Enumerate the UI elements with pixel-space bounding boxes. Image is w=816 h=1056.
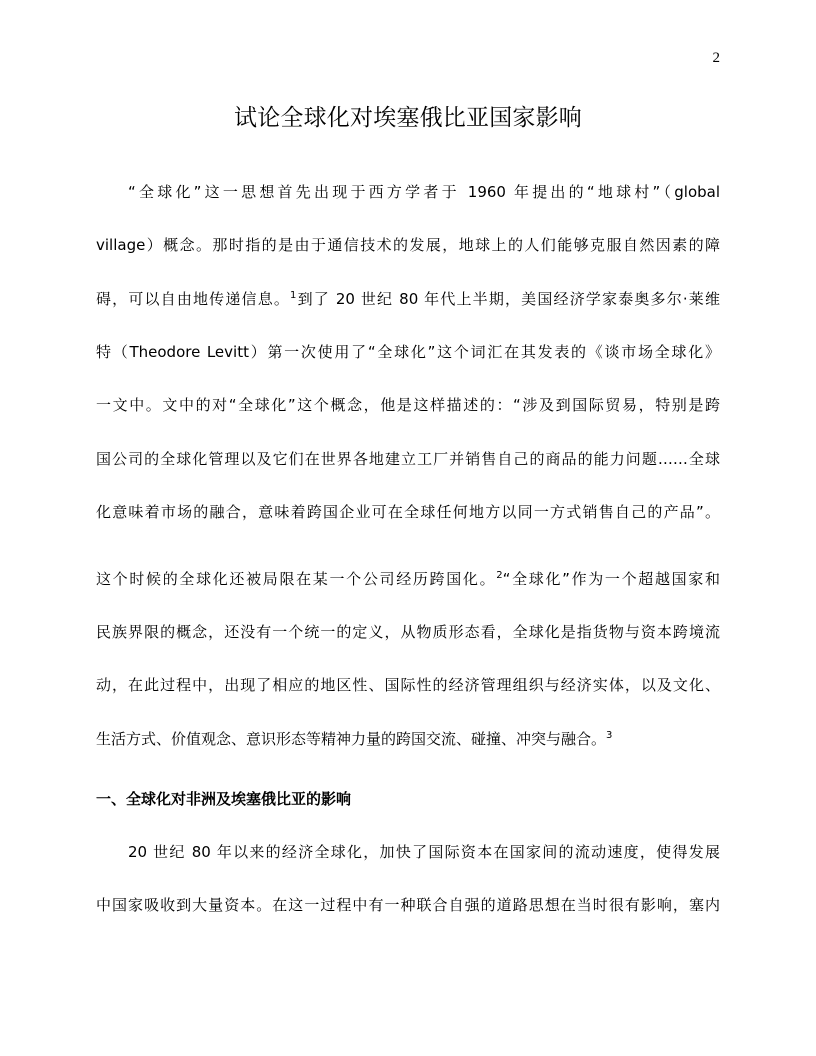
paragraph-line-text: 这个时候的全球化还被局限在某一个公司经历跨国化。: [96, 570, 497, 588]
footnote-ref-1[interactable]: 1: [290, 290, 297, 301]
paragraph-line-text: 碍，可以自由地传递信息。: [96, 290, 291, 308]
paragraph-line: 中国家吸收到大量资本。在这一过程中有一种联合自强的道路思想在当时很有影响，塞内: [96, 896, 720, 914]
paragraph-line-text: “全球化”作为一个超越国家和: [502, 570, 720, 588]
footnote-ref-3[interactable]: 3: [606, 730, 613, 741]
paragraph-line-text: 生活方式、价值观念、意识形态等精神力量的跨国交流、碰撞、冲突与融合。: [96, 730, 607, 748]
paragraph-line: [96, 726, 720, 752]
paragraph-line: [96, 286, 720, 312]
paragraph-line: 动，在此过程中，出现了相应的地区性、国际性的经济管理组织与经济实体，以及文化、: [96, 676, 720, 694]
paragraph-line: village）概念。那时指的是由于通信技术的发展，地球上的人们能够克服自然因素的障: [96, 236, 720, 254]
paragraph-line: 民族界限的概念，还没有一个统一的定义，从物质形态看，全球化是指货物与资本跨境流: [96, 623, 720, 641]
document-title: 试论全球化对埃塞俄比亚国家影响: [234, 105, 582, 131]
section-heading: 一、全球化对非洲及埃塞俄比亚的影响: [96, 790, 352, 808]
page-number: 2: [712, 50, 720, 66]
paragraph-line: 20 世纪 80 年以来的经济全球化，加快了国际资本在国家间的流动速度，使得发展: [128, 843, 720, 861]
paragraph-line: 国公司的全球化管理以及它们在世界各地建立工厂并销售自己的商品的能力问题……全球: [96, 450, 720, 468]
paragraph-line-text: 到了 20 世纪 80 年代上半期，美国经济学家泰奥多尔·莱维: [296, 290, 720, 308]
paragraph-line: 特（Theodore Levitt）第一次使用了“全球化”这个词汇在其发表的《谈市场全球化》: [96, 343, 720, 361]
footnote-ref-2[interactable]: 2: [496, 570, 503, 581]
paragraph-line: [96, 566, 720, 592]
paragraph-line: “全球化”这一思想首先出现于西方学者于 1960 年提出的“地球村”（global: [128, 183, 720, 201]
paragraph-line: 化意味着市场的融合，意味着跨国企业可在全球任何地方以同一方式销售自己的产品”。: [96, 503, 720, 521]
paragraph-line: 一文中。文中的对“全球化”这个概念，他是这样描述的：“涉及到国际贸易，特别是跨: [96, 396, 720, 414]
